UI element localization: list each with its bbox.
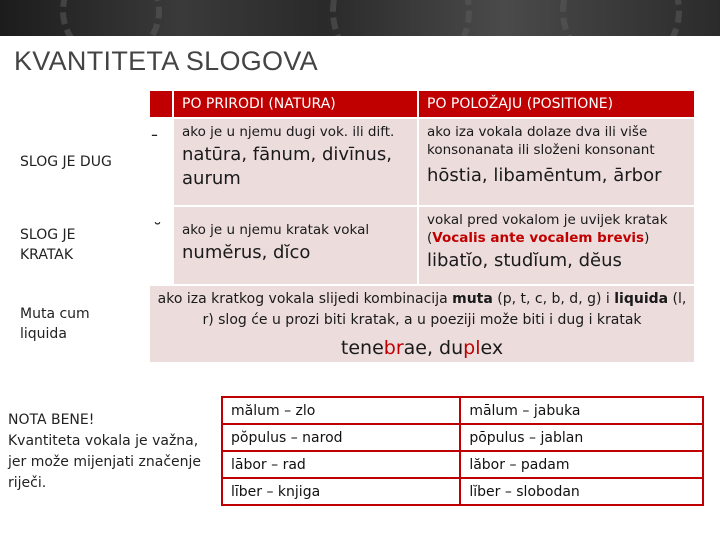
latin-rule: Vocalis ante vocalem brevis bbox=[432, 230, 645, 246]
muta-text-1: ako iza kratkog vokala slijedi kombinacija bbox=[157, 291, 453, 307]
table-cell: līber – knjiga bbox=[222, 478, 460, 505]
kratak-positione-rule-pre: vokal pred vokalom je uvijek kratak ( bbox=[427, 212, 668, 246]
slide-title: KVANTITETA SLOGOVA bbox=[14, 46, 318, 76]
row-label-dug: SLOG JE DUG bbox=[20, 154, 112, 170]
kratak-positione-rule bbox=[427, 211, 688, 247]
breve-mark: ˘ bbox=[153, 220, 162, 241]
row-label-kratak: SLOG JE KRATAK bbox=[20, 227, 76, 263]
table-cell: pōpulus – jablan bbox=[460, 424, 703, 451]
nota-bene-text: Kvantiteta vokala je važna, jer može mijenjati značenje riječi. bbox=[8, 433, 202, 491]
kratak-natura-rule: ako je u njemu kratak vokal bbox=[182, 222, 370, 238]
muta-text-3: (l, r) slog će u prozi biti kratak, a u poeziji može biti i dug i kratak bbox=[202, 291, 687, 328]
table-row bbox=[222, 397, 703, 424]
muta-examples bbox=[150, 335, 694, 361]
cell-kratak-natura bbox=[174, 207, 417, 284]
cell-dug-positione bbox=[419, 119, 694, 205]
muta-ex-part: tene bbox=[340, 337, 384, 359]
table-cell: lăbor – padam bbox=[460, 451, 703, 478]
muta-ex-part: ex bbox=[480, 337, 504, 359]
table-cell: lĭber – slobodan bbox=[460, 478, 703, 505]
cell-dug-natura bbox=[174, 119, 417, 205]
cell-kratak-positione bbox=[419, 207, 694, 284]
kratak-positione-examples: libatĭo, studĭum, dĕus bbox=[427, 250, 622, 271]
row-label-muta: Muta cum liquida bbox=[20, 306, 90, 342]
muta-rule bbox=[150, 289, 694, 331]
macron-mark: ˉ bbox=[150, 132, 159, 153]
muta-ex-highlight: pl bbox=[463, 337, 481, 359]
decorative-header-band bbox=[0, 0, 720, 36]
gear-decoration-icon bbox=[330, 0, 472, 36]
muta-ex-highlight: br bbox=[383, 337, 404, 359]
table-row bbox=[222, 478, 703, 505]
gear-decoration-icon bbox=[60, 0, 162, 36]
muta-text-2: (p, t, c, b, d, g) i bbox=[492, 291, 615, 307]
liquida-word: liquida bbox=[614, 291, 669, 307]
dug-positione-rule: ako iza vokala dolaze dva ili više konsonanata ili složeni konsonant bbox=[427, 124, 655, 158]
table-cell: pŏpulus – narod bbox=[222, 424, 460, 451]
table-cell: lābor – rad bbox=[222, 451, 460, 478]
nota-bene-heading: NOTA BENE! bbox=[8, 412, 95, 428]
table-cell: mālum – jabuka bbox=[460, 397, 703, 424]
table-row bbox=[222, 451, 703, 478]
muta-word: muta bbox=[452, 291, 493, 307]
kratak-natura-examples: numĕrus, dĭco bbox=[182, 242, 311, 263]
header-positione: PO POLOŽAJU (POSITIONE) bbox=[419, 91, 694, 117]
dug-natura-examples: natūra, fānum, divīnus, aurum bbox=[182, 144, 392, 189]
gear-decoration-icon bbox=[560, 0, 682, 36]
dug-positione-examples: hōstia, libamēntum, ārbor bbox=[427, 165, 662, 186]
table-row bbox=[222, 424, 703, 451]
kratak-positione-rule-post: ) bbox=[644, 230, 650, 246]
table-cell: mălum – zlo bbox=[222, 397, 460, 424]
nota-bene bbox=[8, 410, 218, 494]
header-natura: PO PRIRODI (NATURA) bbox=[174, 91, 417, 117]
header-corner-cell bbox=[150, 91, 172, 117]
dug-natura-rule: ako je u njemu dugi vok. ili dift. bbox=[182, 124, 395, 140]
examples-table bbox=[221, 396, 704, 506]
cell-muta-cum-liquida bbox=[150, 286, 694, 362]
muta-ex-part: ae, du bbox=[403, 337, 464, 359]
